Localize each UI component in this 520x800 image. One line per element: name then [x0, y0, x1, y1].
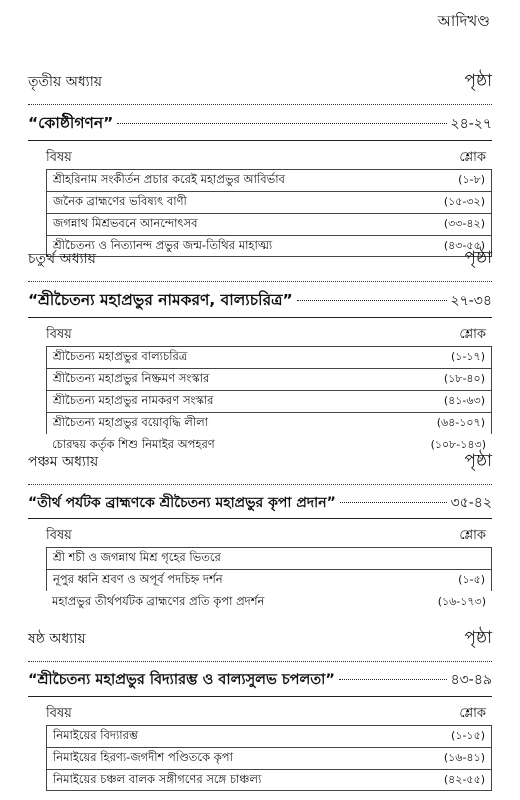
list-item: চোরদ্বয় কর্তৃক শিশু নিমাইর অপহরণ (১০৮-১৪৩): [52, 436, 486, 451]
list-item: শ্রীচৈতন্য মহাপ্রভুর বাল্যচরিত্র (১-১৭): [46, 346, 492, 368]
page-column-label: পৃষ্ঠা: [464, 451, 492, 471]
verse-label: শ্লোক: [459, 327, 486, 342]
title-underline: [28, 317, 492, 318]
chapter-pages: ৪৩-৪৯: [450, 672, 492, 688]
title-underline: [28, 518, 492, 519]
chapter-3-section: [28, 68, 492, 257]
list-item: জগন্নাথ মিশ্রভবনে আনন্দোৎসব (৩৩-৪২): [46, 213, 492, 235]
dotted-divider: [28, 281, 492, 282]
title-underline: [28, 140, 492, 141]
chapter-pages: ২৪-২৭: [450, 116, 492, 132]
chapter-5-section: [28, 448, 492, 613]
chapter-heading: চতুর্থ অধ্যায়: [28, 251, 96, 267]
title-underline: [28, 696, 492, 697]
chapter-pages: ২৭-৩৪: [450, 293, 492, 309]
list-item: নিমাইয়ের চঞ্চল বালক সঙ্গীগণের সঙ্গে চাঞ্চল্য (৪২-৫৫): [46, 769, 492, 791]
list-item: মহাপ্রভুর তীর্থপর্যটক ব্রাহ্মণের প্রতি কৃপা প্রদর্শন (১৬-১৭৩): [52, 593, 486, 608]
list-item: নিমাইয়ের বিদ্যারম্ভ (১-১৫): [46, 725, 492, 747]
page-column-label: পৃষ্ঠা: [464, 71, 492, 91]
chapter-title: “শ্রীচৈতন্য মহাপ্রভুর বিদ্যারম্ভ ও বাল্যসুলভ চপলতা”: [28, 672, 335, 688]
dotted-divider: [28, 104, 492, 105]
leader-dots: [340, 502, 447, 503]
list-item: শ্রীচৈতন্য মহাপ্রভুর নিষ্ক্রমণ সংস্কার (১৮-৪০): [46, 368, 492, 390]
list-item: নূপুর ধ্বনি শ্রবণ ও অপূর্ব পদচিহ্ন দর্শন (১-৫): [46, 569, 492, 591]
dotted-divider: [28, 661, 492, 662]
chapter-title: “শ্রীচৈতন্য মহাপ্রভুর নামকরণ, বাল্যচরিত্র”: [28, 291, 293, 309]
page-column-label: পৃষ্ঠা: [464, 628, 492, 648]
list-item: নিমাইয়ের হিরণ্য-জগদীশ পণ্ডিতকে কৃপা (১৬-৪১): [46, 747, 492, 769]
topic-list: [46, 547, 492, 613]
subject-label: বিষয়: [46, 150, 72, 165]
list-item: জনৈক ব্রাহ্মণের ভবিষ্যৎ বাণী (১৫-৩২): [46, 191, 492, 213]
leader-dots: [339, 679, 447, 680]
list-item: শ্রীচৈতন্য মহাপ্রভুর বয়োবৃদ্ধি লীলা (৬৪-১০৭): [46, 412, 492, 434]
chapter-heading: তৃতীয় অধ্যায়: [28, 74, 103, 90]
chapter-6-section: [28, 625, 492, 791]
chapter-4-section: [28, 245, 492, 456]
topic-list: [46, 169, 492, 257]
subject-label: বিষয়: [46, 327, 72, 342]
chapter-pages: ৩৫-৪২: [450, 495, 492, 511]
subject-label: বিষয়: [46, 706, 72, 721]
dotted-divider: [28, 484, 492, 485]
verse-label: শ্লোক: [459, 528, 486, 543]
list-item: শ্রীহরিনাম সংকীর্তন প্রচার করেই মহাপ্রভুর আবির্ভাব (১-৮): [46, 169, 492, 191]
page-column-label: পৃষ্ঠা: [464, 248, 492, 268]
subject-label: বিষয়: [46, 528, 72, 543]
leader-dots: [297, 300, 447, 301]
chapter-heading: পঞ্চম অধ্যায়: [28, 454, 99, 470]
part-title: আদিখণ্ড: [437, 12, 490, 30]
list-item: শ্রীচৈতন্য ও নিত্যানন্দ প্রভুর জন্ম-তিথির মাহাত্ম্য (৪৩-৫৫): [46, 235, 492, 257]
chapter-title: “কোষ্ঠীগণন”: [28, 114, 114, 132]
verse-label: শ্লোক: [459, 150, 486, 165]
topic-list: [46, 346, 492, 456]
topic-list: [46, 725, 492, 791]
list-item: শ্রী শচী ও জগন্নাথ মিশ্র গৃহের ভিতরে: [46, 547, 492, 569]
leader-dots: [117, 123, 446, 124]
chapter-heading: ষষ্ঠ অধ্যায়: [28, 631, 86, 647]
verse-label: শ্লোক: [459, 706, 486, 721]
list-item: শ্রীচৈতন্য মহাপ্রভুর নামকরণ সংস্কার (৪১-৬৩): [46, 390, 492, 412]
chapter-title: “তীর্থ পর্যটক ব্রাহ্মণকে শ্রীচৈতন্য মহাপ্রভুর কৃপা প্রদান”: [28, 495, 336, 511]
